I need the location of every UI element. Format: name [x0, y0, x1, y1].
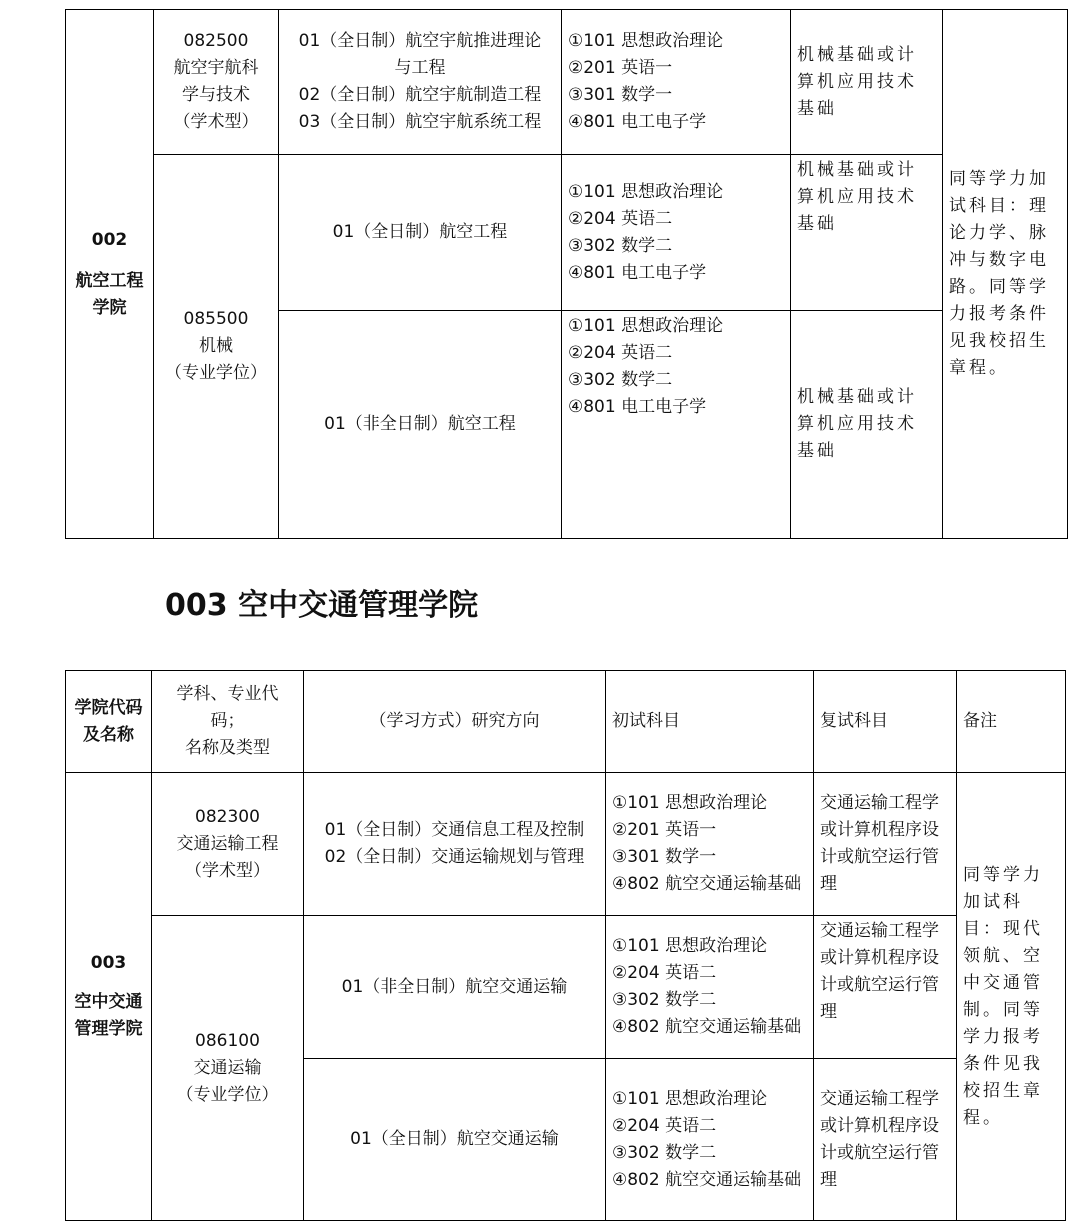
header-major-line: 码； — [210, 711, 245, 731]
exam-subject: ④802 航空交通运输基础 — [612, 874, 802, 894]
major-name: 交通运输 — [193, 1057, 262, 1078]
exam-subject: ①101 思想政治理论 — [612, 1088, 768, 1109]
college-cell — [66, 10, 154, 539]
exam-cell — [606, 916, 814, 1059]
direction-line: 02（全日制）航空宇航制造工程 — [298, 85, 542, 105]
header-major-line: 学科、专业代 — [176, 684, 279, 704]
major-code: 086100 — [195, 1030, 260, 1051]
major-name: 交通运输工程 — [176, 833, 279, 854]
exam-subject: ①101 思想政治理论 — [568, 316, 724, 336]
major-type: （学术型） — [173, 112, 259, 132]
major-code: 082500 — [183, 31, 249, 51]
college-code: 002 — [91, 229, 128, 250]
major-name: 航空宇航科 — [173, 58, 259, 78]
major-code: 085500 — [183, 309, 249, 329]
exam-subject: ③302 数学二 — [568, 235, 673, 256]
exam-subject: ②204 英语二 — [568, 343, 673, 363]
exam-subject: ④801 电工电子学 — [568, 397, 707, 417]
header-major-line: 名称及类型 — [185, 738, 270, 758]
remarks-cell: 同等学力加试科目：现代领航、空中交通管制。同等学力报考条件见我校招生章程。 — [957, 773, 1066, 1221]
major-cell — [152, 916, 304, 1221]
exam-cell — [606, 773, 814, 916]
college-002-table — [65, 9, 1068, 539]
exam-subject: ③302 数学二 — [612, 990, 717, 1010]
retest-cell: 交通运输工程学或计算机程序设计或航空运行管理 — [814, 916, 957, 1059]
exam-subject: ③302 数学二 — [568, 370, 673, 390]
direction-line: 02（全日制）交通运输规划与管理 — [324, 847, 585, 867]
direction-line: 01（非全日制）航空交通运输 — [341, 976, 568, 997]
retest-cell: 机械基础或计算机应用技术基础 — [791, 311, 943, 539]
direction-line: 01（全日制）航空交通运输 — [350, 1129, 559, 1149]
direction-cell — [304, 773, 606, 916]
exam-subject: ④801 电工电子学 — [568, 112, 707, 132]
college-cell — [66, 773, 152, 1221]
major-cell — [154, 10, 279, 155]
exam-subject: ④802 航空交通运输基础 — [612, 1169, 802, 1190]
retest-cell: 机械基础或计算机应用技术基础 — [791, 10, 943, 155]
exam-subject: ③301 数学一 — [612, 847, 717, 867]
exam-subject: ②204 英语二 — [612, 1115, 717, 1136]
direction-cell — [279, 10, 562, 155]
major-type: （专业学位） — [165, 363, 267, 383]
major-code: 082300 — [195, 806, 260, 827]
exam-subject: ②204 英语二 — [568, 208, 673, 229]
exam-subject: ④802 航空交通运输基础 — [612, 1017, 802, 1037]
exam-cell — [562, 155, 791, 311]
direction-line: 03（全日制）航空宇航系统工程 — [298, 112, 542, 132]
direction-line: 01（全日制）航空宇航推进理论 — [298, 31, 542, 51]
college-name: 航空工程学院 — [75, 270, 144, 318]
direction-cell — [304, 1059, 606, 1221]
major-cell — [152, 773, 304, 916]
college-name: 空中交通管理学院 — [74, 992, 143, 1039]
major-type: （专业学位） — [176, 1084, 279, 1105]
direction-cell — [279, 311, 562, 539]
exam-subject: ①101 思想政治理论 — [568, 31, 724, 51]
college-003-table — [65, 670, 1066, 1221]
exam-cell — [606, 1059, 814, 1221]
section-heading: 003 空中交通管理学院 — [165, 588, 479, 623]
major-type: （学术型） — [185, 860, 270, 881]
major-name: 学与技术 — [182, 85, 250, 105]
exam-subject: ②201 英语一 — [568, 58, 673, 78]
retest-cell: 交通运输工程学或计算机程序设计或航空运行管理 — [814, 773, 957, 916]
header-remarks: 备注 — [957, 671, 1066, 773]
major-cell — [154, 155, 279, 539]
direction-cell — [279, 155, 562, 311]
exam-subject: ③301 数学一 — [568, 85, 673, 105]
exam-subject: ③302 数学二 — [612, 1142, 717, 1163]
direction-line: 01（全日制）航空工程 — [332, 222, 508, 242]
exam-subject: ①101 思想政治理论 — [612, 936, 768, 956]
major-name: 机械 — [199, 336, 233, 356]
remarks-cell: 同等学力加试科目：理论力学、脉冲与数字电路。同等学力报考条件见我校招生章程。 — [943, 10, 1068, 539]
college-code: 003 — [90, 953, 127, 973]
exam-subject: ①101 思想政治理论 — [568, 181, 724, 202]
direction-line: 与工程 — [394, 58, 446, 78]
direction-line: 01（全日制）交通信息工程及控制 — [324, 820, 585, 840]
exam-subject: ②204 英语二 — [612, 963, 717, 983]
direction-cell — [304, 916, 606, 1059]
header-retest: 复试科目 — [814, 671, 957, 773]
retest-cell: 机械基础或计算机应用技术基础 — [791, 155, 943, 311]
exam-subject: ①101 思想政治理论 — [612, 793, 768, 813]
header-major — [152, 671, 304, 773]
direction-line: 01（非全日制）航空工程 — [324, 414, 516, 434]
exam-subject: ④801 电工电子学 — [568, 262, 707, 283]
exam-subject: ②201 英语一 — [612, 820, 717, 840]
exam-cell — [562, 311, 791, 539]
header-exams: 初试科目 — [606, 671, 814, 773]
exam-cell — [562, 10, 791, 155]
header-direction: （学习方式）研究方向 — [304, 671, 606, 773]
retest-cell: 交通运输工程学或计算机程序设计或航空运行管理 — [814, 1059, 957, 1221]
header-college: 学院代码及名称 — [66, 671, 152, 773]
